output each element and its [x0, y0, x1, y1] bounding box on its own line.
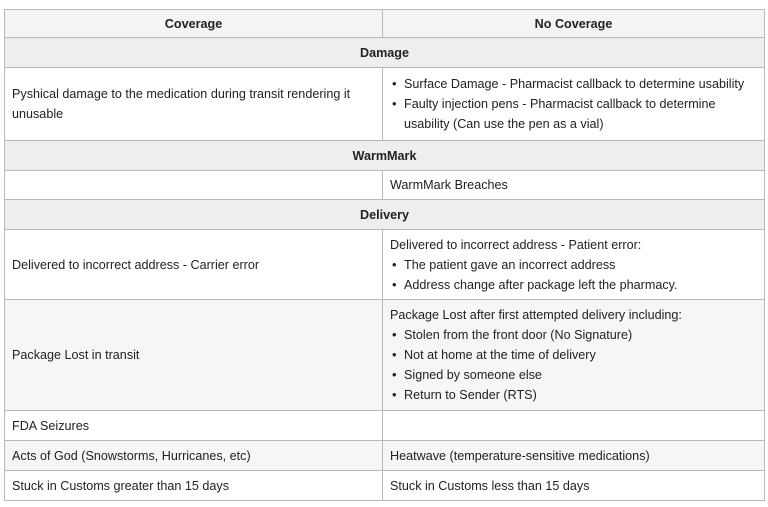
- no-coverage-list: [390, 74, 757, 134]
- no-coverage-cell: Heatwave (temperature-sensitive medications): [383, 441, 765, 471]
- no-coverage-list: [390, 325, 757, 405]
- coverage-cell: Pyshical damage to the medication during transit rendering it unusable: [5, 68, 383, 141]
- no-coverage-cell: Stuck in Customs less than 15 days: [383, 471, 765, 501]
- coverage-cell: Stuck in Customs greater than 15 days: [5, 471, 383, 501]
- coverage-cell: Package Lost in transit: [5, 300, 383, 411]
- no-coverage-column-header: No Coverage: [383, 10, 765, 38]
- list-item: • Address change after package left the pharmacy.: [404, 275, 757, 295]
- section-title-warmmark: WarmMark: [5, 141, 765, 171]
- no-coverage-cell: [383, 300, 765, 411]
- no-coverage-cell: WarmMark Breaches: [383, 171, 765, 200]
- table-row: [5, 471, 765, 501]
- no-coverage-cell: [383, 68, 765, 141]
- table-row: [5, 300, 765, 411]
- coverage-column-header: Coverage: [5, 10, 383, 38]
- no-coverage-cell: [383, 411, 765, 441]
- table-header-row: [5, 10, 765, 38]
- coverage-cell: Acts of God (Snowstorms, Hurricanes, etc): [5, 441, 383, 471]
- list-item: • The patient gave an incorrect address: [404, 255, 757, 275]
- list-item: • Signed by someone else: [404, 365, 757, 385]
- list-item: • Faulty injection pens - Pharmacist callback to determine usability (Can use the pen as a vial): [404, 94, 757, 134]
- list-item: • Stolen from the front door (No Signature): [404, 325, 757, 345]
- coverage-cell: [5, 171, 383, 200]
- coverage-cell: Delivered to incorrect address - Carrier error: [5, 230, 383, 300]
- list-item: • Surface Damage - Pharmacist callback to determine usability: [404, 74, 757, 94]
- no-coverage-intro: Package Lost after first attempted delivery including:: [390, 308, 682, 322]
- coverage-table-container: [4, 9, 764, 501]
- table-row: [5, 171, 765, 200]
- no-coverage-intro: Delivered to incorrect address - Patient error:: [390, 237, 642, 252]
- list-item: • Not at home at the time of delivery: [404, 345, 757, 365]
- section-row-delivery: [5, 200, 765, 230]
- section-row-damage: [5, 38, 765, 68]
- no-coverage-list: [390, 255, 757, 295]
- table-row: [5, 411, 765, 441]
- table-row: [5, 68, 765, 141]
- no-coverage-cell: [383, 230, 765, 300]
- section-row-warmmark: [5, 141, 765, 171]
- coverage-cell: FDA Seizures: [5, 411, 383, 441]
- section-title-delivery: Delivery: [5, 200, 765, 230]
- table-row: [5, 230, 765, 300]
- coverage-table: [4, 9, 765, 501]
- section-title-damage: Damage: [5, 38, 765, 68]
- list-item: • Return to Sender (RTS): [404, 385, 757, 405]
- table-row: [5, 441, 765, 471]
